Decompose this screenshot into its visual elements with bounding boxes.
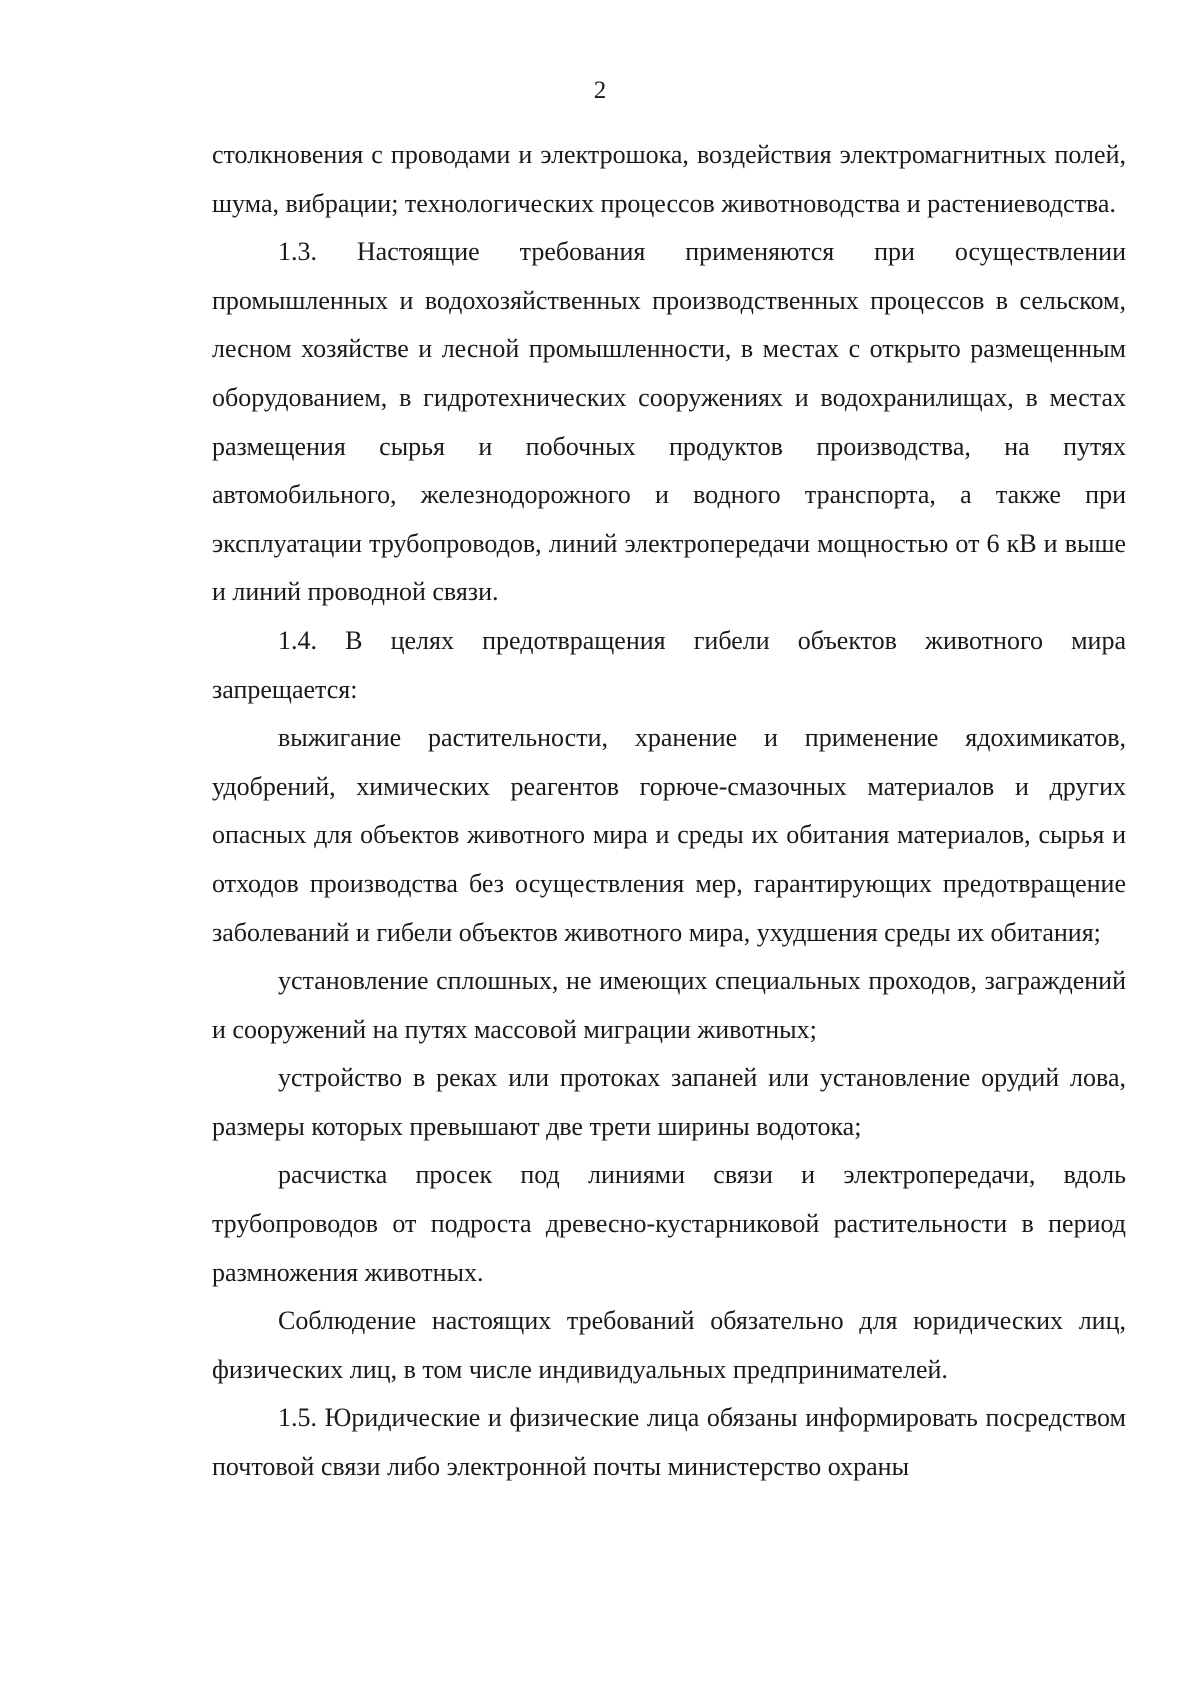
paragraph-1-5: 1.5. Юридические и физические лица обязаны информировать посредством почтовой связи либо электронной почты министерство охраны <box>212 1403 1126 1482</box>
paragraph-1-3: 1.3. Настоящие требования применяются при осуществлении промышленных и водохозяйственных производственных процессов в сельском, лесном хозяйстве и лесной промышленности, в местах с открыто размещенным оборудованием, в гидротехнических сооружениях и водохранилищах, в местах размещения сырья и побочных продуктов производства, на путях автомобильного, железнодорожного и водного транспорта, а также при эксплуатации трубопроводов, линий электропередачи мощностью от 6 кВ и выше и линий проводной связи. <box>212 237 1126 607</box>
page-number: 2 <box>593 77 607 104</box>
paragraph-continuation: столкновения с проводами и электрошока, воздействия электромагнитных полей, шума, вибрации; технологических процессов животноводства и растениеводства. <box>212 140 1126 218</box>
paragraph-1-4: 1.4. В целях предотвращения гибели объектов животного мира запрещается: <box>212 625 1126 704</box>
prohibition-item-barriers: установление сплошных, не имеющих специальных проходов, заграждений и сооружений на путях массовой миграции животных; <box>212 966 1126 1044</box>
prohibition-item-fishing-gear: устройство в реках или протоках запаней или установление орудий лова, размеры которых превышают две трети ширины водотока; <box>212 1063 1126 1141</box>
paragraph-compliance: Соблюдение настоящих требований обязательно для юридических лиц, физических лиц, в том числе индивидуальных предпринимателей. <box>212 1306 1126 1384</box>
document-body <box>212 131 1126 1492</box>
prohibition-item-clearing: расчистка просек под линиями связи и электропередачи, вдоль трубопроводов от подроста древесно-кустарниковой растительности в период размножения животных. <box>212 1160 1126 1287</box>
prohibition-item-burning: выжигание растительности, хранение и применение ядохимикатов, удобрений, химических реагентов горюче-смазочных материалов и других опасных для объектов животного мира и среды их обитания материалов, сырья и отходов производства без осуществления мер, гарантирующих предотвращение заболеваний и гибели объектов животного мира, ухудшения среды их обитания; <box>212 723 1126 947</box>
